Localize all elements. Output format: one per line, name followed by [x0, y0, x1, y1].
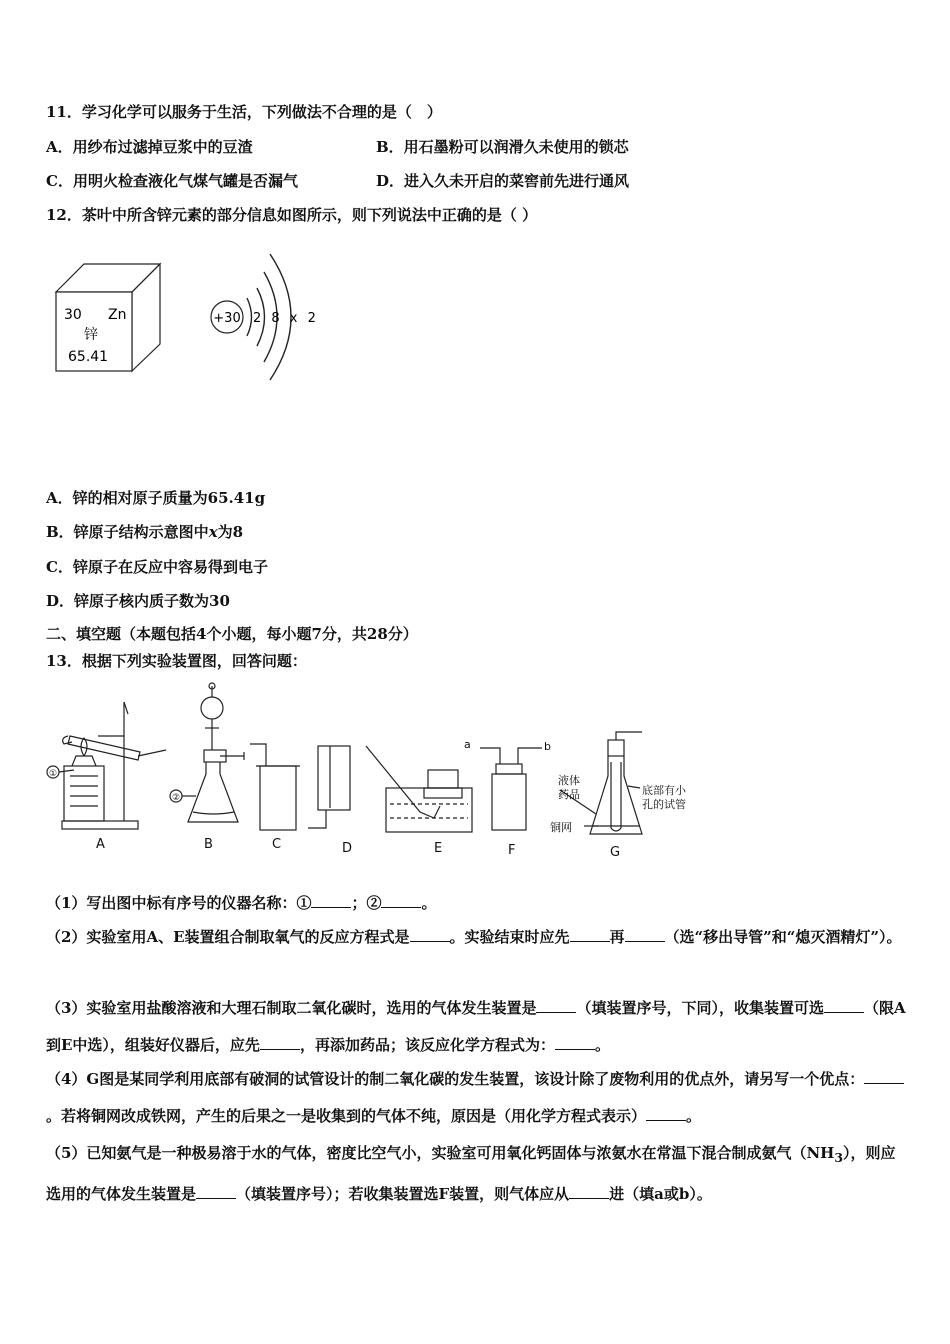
section-heading: 二、填空题（本题包括4个小题，每小题7分，共28分） [46, 625, 418, 643]
label-c: C [272, 837, 282, 852]
apparatus-g [550, 732, 687, 860]
q11-option-c: C．用明火检查液化气煤气罐是否漏气 [46, 172, 298, 190]
q13-part2: （2）实验室用A、E装置组合制取氧气的反应方程式是 。实验结束时应先 再 （选“移出导管”和“熄灭酒精灯”）。 [46, 928, 902, 946]
label-d: D [342, 841, 353, 856]
answer-blank[interactable] [410, 926, 450, 942]
apparatus-f [464, 738, 551, 858]
element-name: 锌 [84, 327, 98, 343]
svg-text:②: ② [172, 793, 181, 803]
label-g: G [610, 845, 621, 860]
answer-blank[interactable] [555, 1034, 595, 1050]
atom-diagram [211, 254, 319, 380]
label-port-a: a [464, 738, 471, 751]
svg-text:①: ① [49, 769, 58, 779]
label-e: E [434, 841, 443, 856]
q12-option-a: A．锌的相对原子质量为65.41g [46, 489, 266, 507]
answer-blank[interactable] [260, 1034, 300, 1050]
answer-blank[interactable] [311, 892, 351, 908]
q11-option-d: D．进入久未开启的菜窖前先进行通风 [376, 172, 630, 190]
q12-stem: 12．茶叶中所含锌元素的部分信息如图所示，则下列说法中正确的是（ ） [46, 206, 538, 224]
label-liquid-1: 液体 [558, 774, 580, 787]
apparatus-b [170, 683, 244, 852]
label-liquid-2: 药品 [558, 788, 580, 801]
electron-shells: 2 8 x 2 [253, 311, 319, 326]
q13-part3: （3）实验室用盐酸溶液和大理石制取二氧化碳时，选用的气体发生装置是 （填装置序号，下同），收集装置可选 （限A到E中选），组装好仪器后，应先 ，再添加药品；该反应化学方程式为： 。 [46, 999, 906, 1054]
atomic-mass: 65.41 [68, 349, 109, 365]
label-copper-mesh: 铜网 [550, 821, 572, 834]
q12-option-d: D．锌原子核内质子数为30 [46, 592, 230, 610]
answer-blank[interactable] [570, 926, 610, 942]
answer-blank[interactable] [381, 892, 421, 908]
answer-blank[interactable] [625, 926, 665, 942]
label-f: F [508, 843, 516, 858]
apparatus-c [250, 744, 300, 852]
atomic-number: 30 [64, 307, 82, 323]
nucleus-charge: +30 [213, 311, 241, 326]
q13-part5: （5）已知氨气是一种极易溶于水的气体，密度比空气小，实验室可用氧化钙固体与浓氨水在常温下混合制成氨气$(NH_3)$，则应选用的气体发生装置是 （填装置序号）；若收集装置选F装置，则气体应从 进（填a或b）。 [46, 1144, 896, 1203]
q13-part4: （4）G图是某同学利用底部有破洞的试管设计的制二氧化碳的发生装置，该设计除了废物利用的优点外，请另写一个优点：。若将铜网改成铁网，产生的后果之一是收集到的气体不纯，原因是（用化学方程式表示） 。 [46, 1061, 908, 1135]
q12-option-b: B．锌原子结构示意图中x为8 [46, 523, 244, 541]
answer-blank[interactable] [536, 997, 576, 1013]
apparatus-figure [40, 678, 740, 863]
answer-blank[interactable] [646, 1105, 686, 1121]
apparatus-d [308, 746, 352, 856]
element-symbol: Zn [108, 307, 127, 323]
q13-stem: 13．根据下列实验装置图，回答问题： [46, 652, 307, 670]
zinc-figure [50, 240, 330, 400]
answer-blank[interactable] [569, 1183, 609, 1199]
label-b: B [204, 837, 213, 852]
apparatus-e [366, 746, 472, 856]
label-port-b: b [544, 740, 551, 753]
answer-blank[interactable] [824, 997, 864, 1013]
answer-blank[interactable] [196, 1183, 236, 1199]
element-card [56, 264, 160, 371]
q11-stem: 11．学习化学可以服务于生活，下列做法不合理的是（ ） [46, 103, 442, 121]
q11-option-a: A．用纱布过滤掉豆浆中的豆渣 [46, 138, 253, 156]
q12-option-c: C．锌原子在反应中容易得到电子 [46, 558, 268, 576]
apparatus-a [47, 702, 166, 852]
label-a: A [96, 837, 105, 852]
q13-part1: （1）写出图中标有序号的仪器名称：① ；② 。 [46, 894, 437, 912]
answer-blank[interactable] [864, 1068, 904, 1084]
label-tube-2: 孔的试管 [642, 798, 686, 811]
q11-option-b: B．用石墨粉可以润滑久未使用的锁芯 [376, 138, 629, 156]
label-tube-1: 底部有小 [642, 784, 686, 797]
